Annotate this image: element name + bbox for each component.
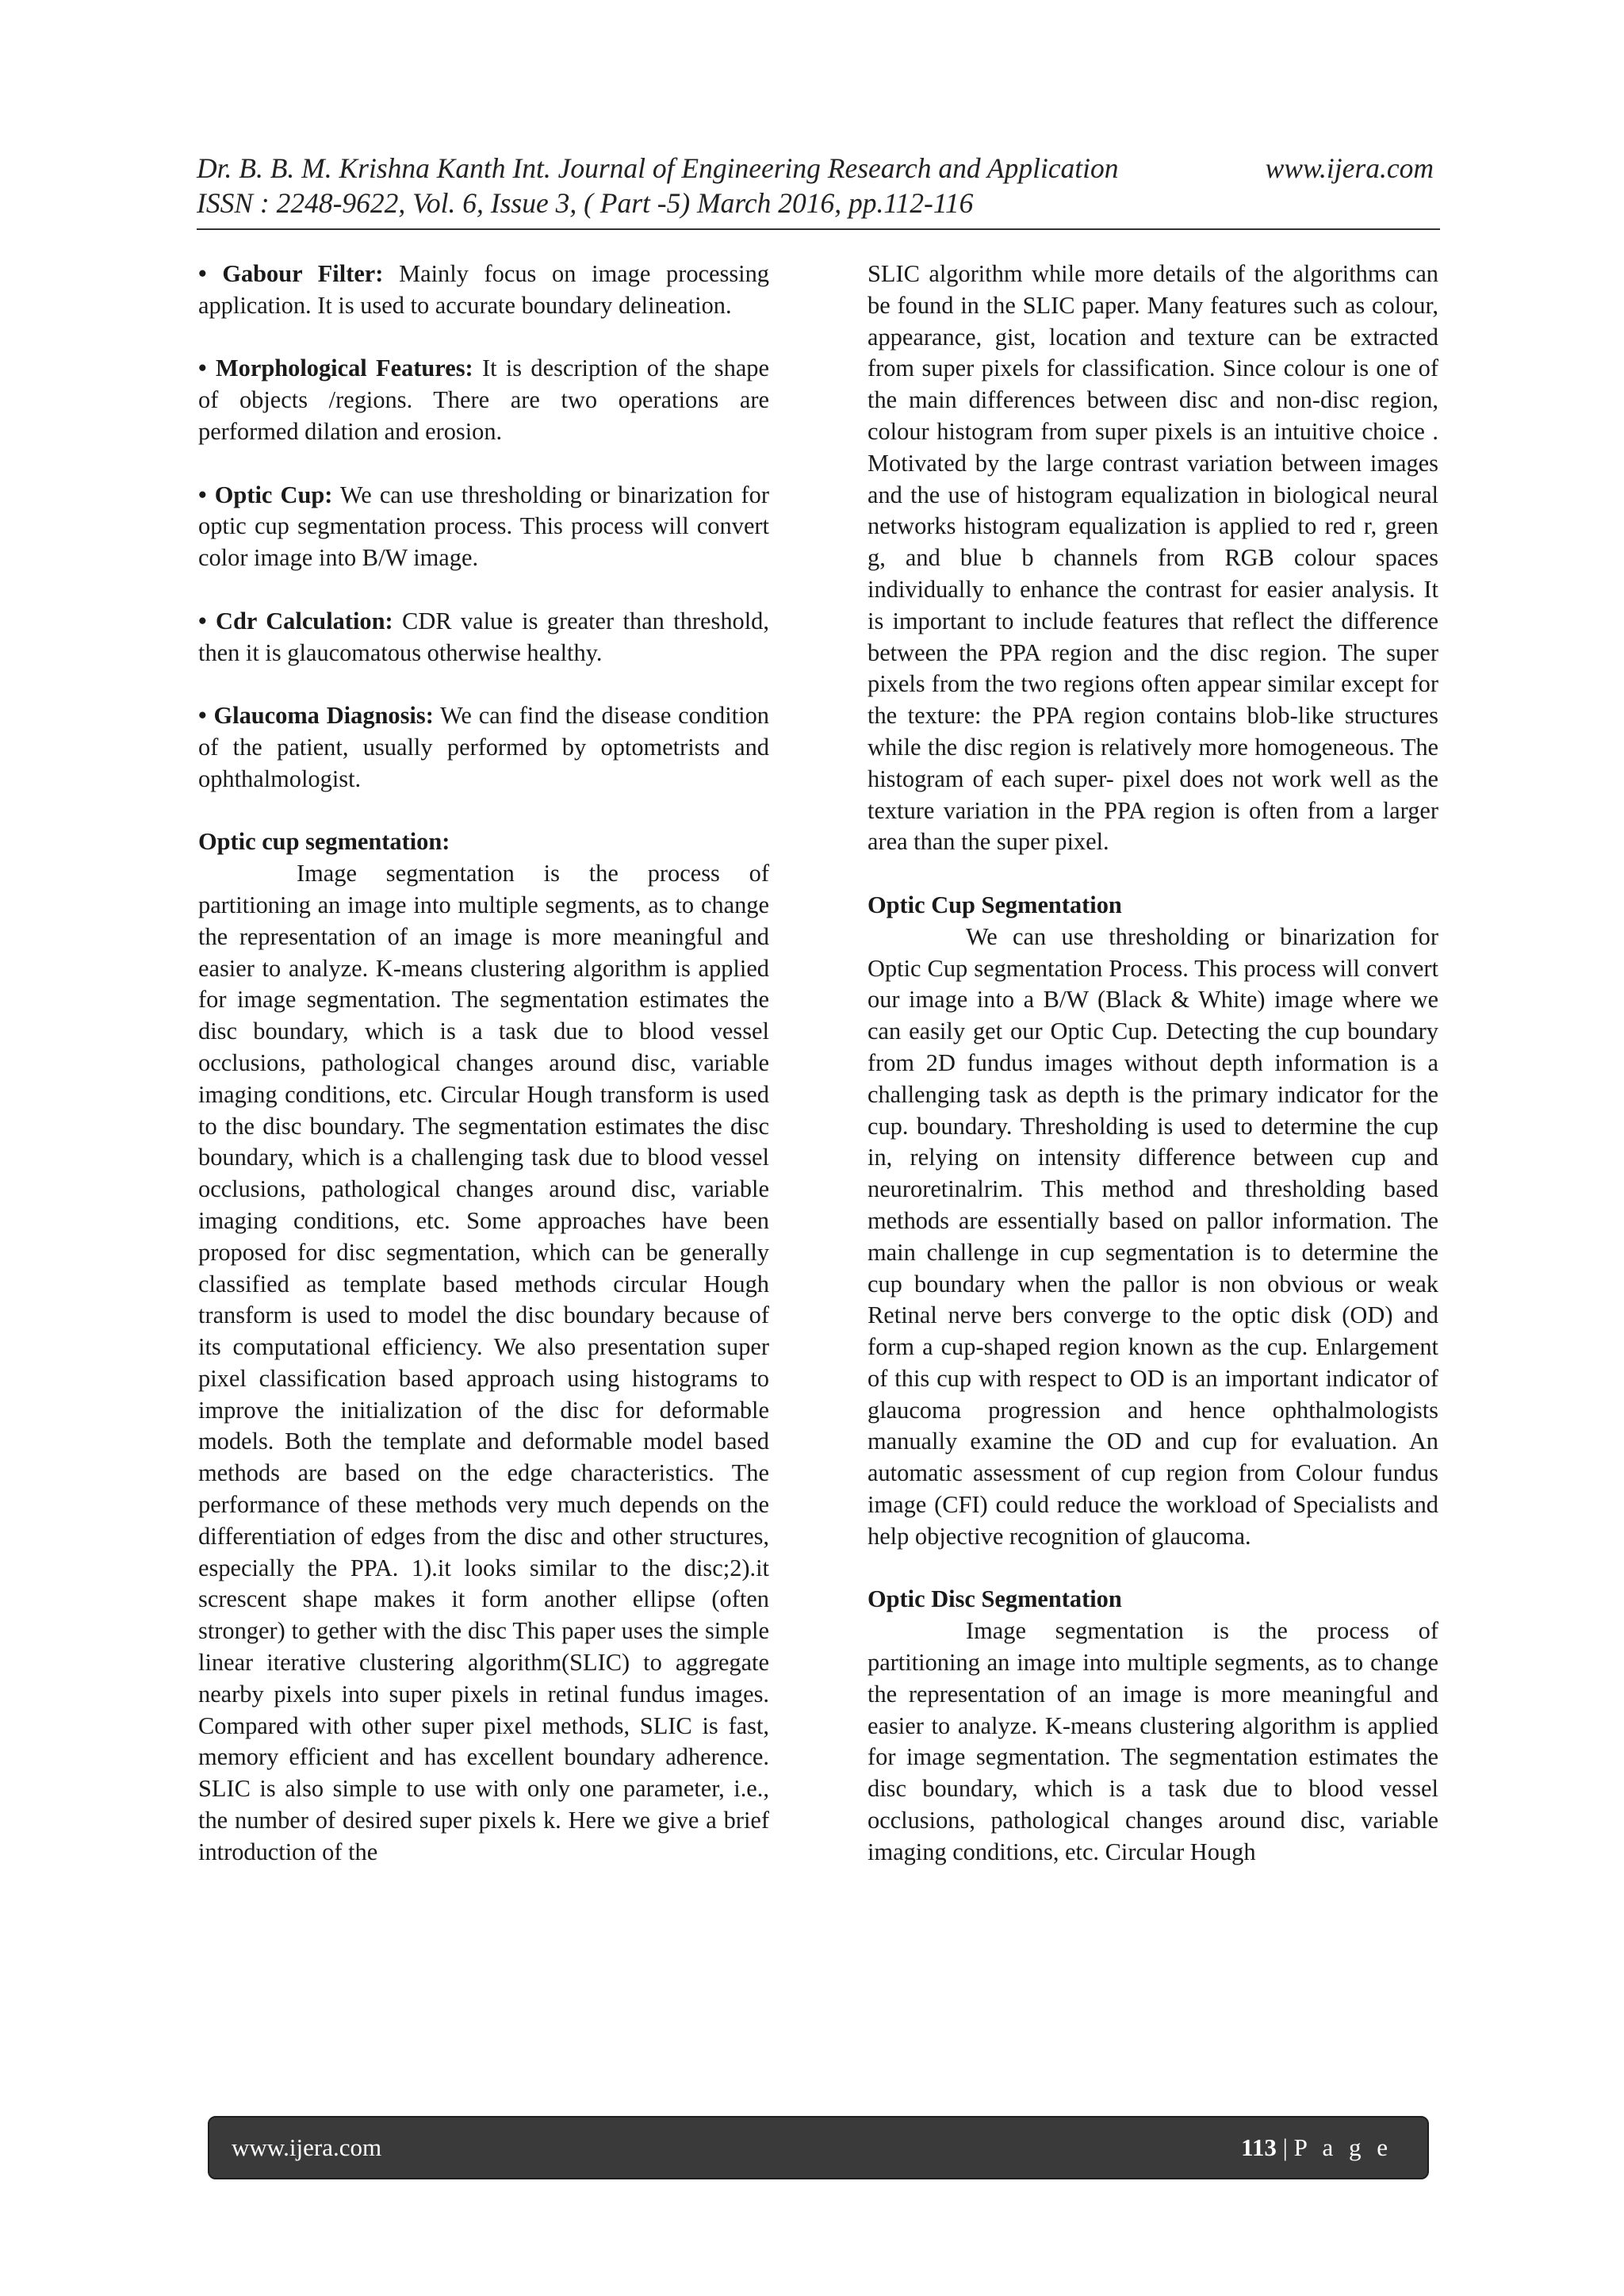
footer-url: www.ijera.com	[232, 2133, 382, 2161]
section-body-optic-cup-segmentation: We can use thresholding or binarization for Optic Cup segmentation Process. This process will convert our image into a B/W (Black & White) image where we can easily get our Optic Cup. Detecting the cup boundary from 2D fundus images without depth information is a challenging task as depth is the primary indicator for the cup. boundary. Thresholding is used to determine the cup in, relying on intensity difference between cup and neuroretinalrim. This method and thresholding based methods are essentially based on pallor information. The main challenge in cup segmentation is to determine the cup boundary when the pallor is non obvious or weak Retinal nerve bers converge to the optic disk (OD) and form a cup-shaped region known as the cup. Enlargement of this cup with respect to OD is an important indicator of glaucoma progression and hence ophthalmologists manually examine the OD and cup for evaluation. An automatic assessment of cup region from Colour fundus image (CFI) could reduce the workload of Specialists and help objective recognition of glaucoma.	[868, 922, 1438, 1550]
bullet-term: Glaucoma Diagnosis:	[213, 702, 434, 730]
bullet-text: We can find the disease condition of the patient, usually performed by optometrists and ophthalmologist.	[198, 702, 769, 792]
bullet-term: Optic Cup:	[214, 481, 333, 508]
header-journal-url: www.ijera.com	[1265, 152, 1434, 184]
bullet-cdr-calculation	[198, 606, 769, 669]
running-header	[197, 151, 1434, 220]
bullet-text: We can use thresholding or binarization for optic cup segmentation process. This process will convert color image into B/W image.	[198, 481, 769, 572]
bullet-marker: •	[198, 260, 207, 287]
page-word: P a g e	[1293, 2133, 1392, 2161]
bullet-text: CDR value is greater than threshold, then it is glaucomatous otherwise healthy.	[198, 607, 769, 666]
bullet-gabour-filter	[198, 259, 769, 322]
bullet-text: It is description of the shape of objects /regions. There are two operations are performed dilation and erosion.	[198, 355, 769, 445]
bullet-term: Gabour Filter:	[222, 260, 384, 287]
section-heading-optic-cup: Optic cup segmentation:	[198, 828, 450, 856]
bullet-glaucoma-diagnosis	[198, 700, 769, 795]
header-divider	[197, 228, 1440, 230]
bullet-marker: •	[198, 607, 207, 634]
section-body-optic-cup: Image segmentation is the process of partitioning an image into multiple segments, as to change the representation of an image is more meaningful and easier to analyze. K-means clustering algorithm is applied for image segmentation. The segmentation estimates the disc boundary, which is a task due to blood vessel occlusions, pathological changes around disc, variable imaging conditions, etc. Circular Hough transform is used to the disc boundary. The segmentation estimates the disc boundary, which is a challenging task due to blood vessel occlusions, pathological changes around disc, variable imaging conditions, etc. Some approaches have been proposed for disc segmentation, which can be generally classified as template based methods circular Hough transform is used to model the disc boundary because of its computational efficiency. We also presentation super pixel classification based approach using histograms to improve the initialization of the disc for deformable models. Both the template and deformable model based methods are based on the edge characteristics. The performance of these methods very much depends on the differentiation of edges from the disc and other structures, especially the PPA. 1).it looks similar to the disc;2).it screscent shape makes it form another ellipse (often stronger) to gether with the disc This paper uses the simple linear iterative clustering algorithm(SLIC) to aggregate nearby pixels into super pixels in retinal fundus images. Compared with other super pixel methods, SLIC is fast, memory efficient and has excellent boundary adherence. SLIC is also simple to use with only one parameter, i.e., the number of desired super pixels k. Here we give a brief introduction of the	[198, 860, 769, 1865]
bullet-optic-cup	[198, 480, 769, 574]
bullet-morphological-features	[198, 353, 769, 447]
continued-paragraph: SLIC algorithm while more details of the algorithms can be found in the SLIC paper. Many features such as colour, appearance, gist, location and texture can be extracted from super pixels for classification. Since colour is one of the main differences between disc and non-disc region, colour histogram from super pixels is an intuitive choice . Motivated by the large contrast variation between images and the use of histogram equalization in biological neural networks histogram equalization is applied to red r, green g, and blue b channels from RGB colour spaces individually to enhance the contrast for easier analysis. It is important to include features that reflect the difference between the PPA region and the disc region. The super pixels from the two regions often appear similar except for the texture: the PPA region contains blob-like structures while the disc region is relatively more homogeneous. The histogram of each super- pixel does not work well as the texture variation in the PPA region is often from a larger area than the super pixel.	[868, 260, 1438, 856]
page-separator: |	[1282, 2133, 1288, 2161]
bullet-marker: •	[198, 355, 207, 382]
footer-page-indicator	[1241, 2133, 1392, 2162]
page-number: 113	[1241, 2133, 1277, 2161]
left-column	[198, 259, 769, 1869]
bullet-term: Morphological Features:	[215, 355, 473, 382]
header-issn-line: ISSN : 2248-9622, Vol. 6, Issue 3, ( Part -5) March 2016, pp.112-116	[197, 187, 974, 219]
header-citation: Dr. B. B. M. Krishna Kanth Int. Journal of Engineering Research and Application	[197, 152, 1119, 184]
bullet-text: Mainly focus on image processing application. It is used to accurate boundary delineation.	[198, 260, 769, 319]
section-heading-optic-cup-segmentation: Optic Cup Segmentation	[868, 891, 1122, 918]
section-heading-optic-disc-segmentation: Optic Disc Segmentation	[868, 1585, 1122, 1613]
section-body-optic-disc-segmentation: Image segmentation is the process of partitioning an image into multiple segments, as to change the representation of an image is more meaningful and easier to analyze. K-means clustering algorithm is applied for image segmentation. The segmentation estimates the disc boundary, which is a task due to blood vessel occlusions, pathological changes around disc, variable imaging conditions, etc. Circular Hough	[868, 1617, 1438, 1865]
bullet-marker: •	[198, 481, 207, 508]
bullet-marker: •	[198, 702, 207, 730]
right-column	[868, 259, 1438, 1869]
page-footer	[208, 2116, 1429, 2179]
bullet-term: Cdr Calculation:	[216, 607, 393, 634]
